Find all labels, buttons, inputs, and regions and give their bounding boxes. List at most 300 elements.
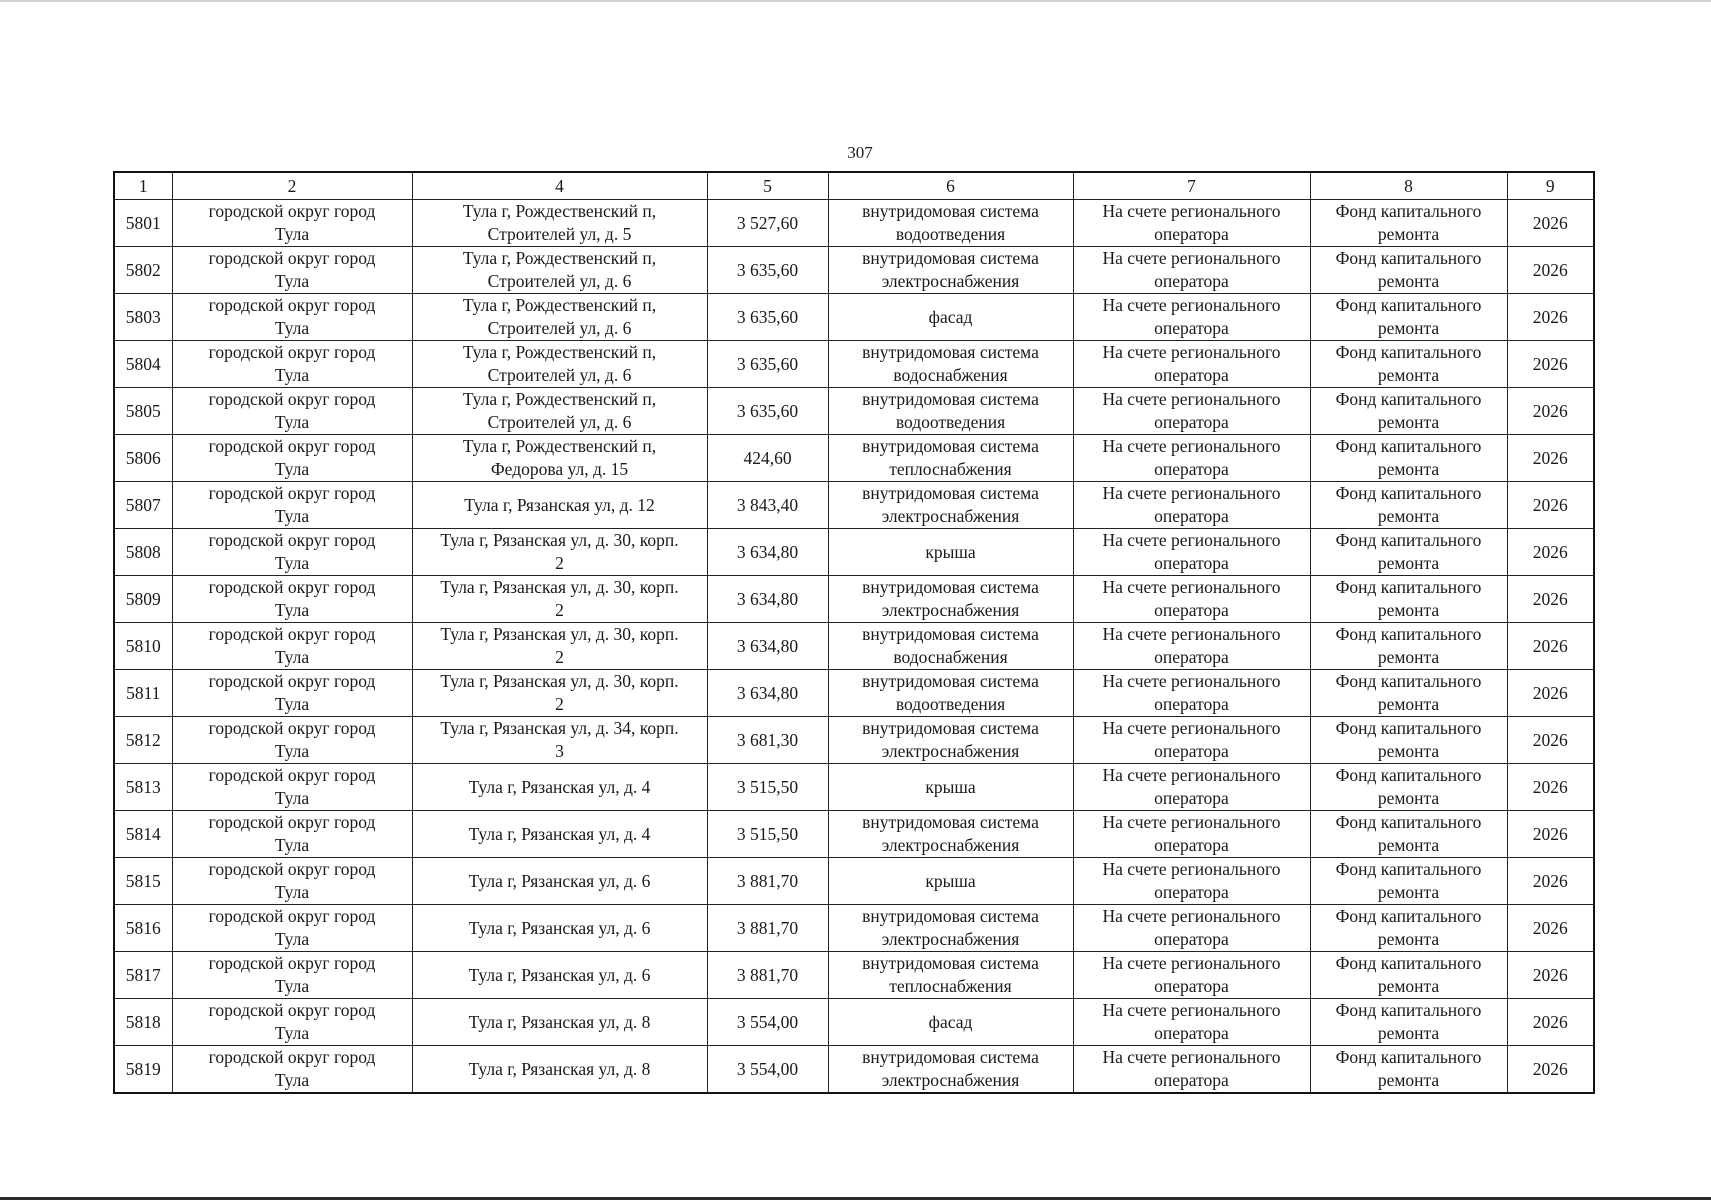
row-number-cell: 5817 (114, 952, 172, 999)
year-cell: 2026 (1507, 999, 1594, 1046)
work-type-cell-line: крыша (925, 541, 976, 562)
account-cell-line: На счете регионального (1102, 342, 1281, 362)
address-cell-line: 2 (555, 600, 564, 620)
account-cell-line: На счете регионального (1102, 624, 1281, 644)
district-cell (172, 200, 412, 247)
work-type-cell (828, 858, 1073, 905)
district-cell-line: Тула (274, 271, 310, 291)
work-type-cell (828, 482, 1073, 529)
work-type-cell-line: внутридомовая система (862, 718, 1039, 738)
work-type-cell (828, 764, 1073, 811)
account-cell-line: На счете регионального (1102, 718, 1281, 738)
district-cell-line: Тула (274, 318, 310, 338)
area-cell: 3 634,80 (707, 576, 828, 623)
fund-cell-line: Фонд капитального (1335, 389, 1482, 409)
account-cell (1073, 811, 1310, 858)
account-cell-line: На счете регионального (1102, 295, 1281, 315)
account-cell (1073, 858, 1310, 905)
fund-cell-line: ремонта (1377, 553, 1440, 573)
district-cell-line: городской округ город (208, 530, 376, 550)
account-cell-line: оператора (1154, 741, 1229, 761)
area-cell: 3 634,80 (707, 623, 828, 670)
column-header: 9 (1507, 172, 1594, 200)
address-cell (412, 482, 707, 529)
work-type-cell (828, 200, 1073, 247)
row-number-cell: 5813 (114, 764, 172, 811)
district-cell (172, 435, 412, 482)
account-cell-line: оператора (1154, 224, 1229, 244)
fund-cell (1310, 623, 1507, 670)
address-cell-line: Тула г, Рязанская ул, д. 8 (468, 1058, 651, 1079)
district-cell-line: Тула (274, 929, 310, 949)
work-type-cell (828, 999, 1073, 1046)
row-number-cell: 5807 (114, 482, 172, 529)
year-cell: 2026 (1507, 811, 1594, 858)
address-cell-line: Тула г, Рязанская ул, д. 12 (464, 494, 655, 515)
district-cell (172, 1046, 412, 1094)
district-cell (172, 999, 412, 1046)
fund-cell (1310, 529, 1507, 576)
area-cell: 3 527,60 (707, 200, 828, 247)
fund-cell-line: ремонта (1377, 694, 1440, 714)
work-type-cell-line: внутридомовая система (862, 248, 1039, 268)
fund-cell-line: Фонд капитального (1335, 624, 1482, 644)
fund-cell-line: ремонта (1377, 224, 1440, 244)
table-row (114, 905, 1594, 952)
fund-cell (1310, 341, 1507, 388)
account-cell (1073, 576, 1310, 623)
fund-cell-line: Фонд капитального (1335, 248, 1482, 268)
row-number-cell: 5805 (114, 388, 172, 435)
column-header: 5 (707, 172, 828, 200)
work-type-cell (828, 811, 1073, 858)
address-cell (412, 999, 707, 1046)
page-number: 307 (847, 143, 873, 162)
account-cell (1073, 670, 1310, 717)
table-row (114, 435, 1594, 482)
area-cell: 3 515,50 (707, 811, 828, 858)
fund-cell (1310, 576, 1507, 623)
fund-cell-line: ремонта (1377, 929, 1440, 949)
area-cell: 3 635,60 (707, 388, 828, 435)
district-cell-line: Тула (274, 788, 310, 808)
area-cell: 3 554,00 (707, 1046, 828, 1094)
row-number-cell: 5806 (114, 435, 172, 482)
column-header: 4 (412, 172, 707, 200)
work-type-cell-line: электроснабжения (881, 506, 1020, 526)
area-cell: 3 635,60 (707, 247, 828, 294)
address-cell (412, 435, 707, 482)
account-cell (1073, 623, 1310, 670)
account-cell-line: оператора (1154, 459, 1229, 479)
work-type-cell (828, 670, 1073, 717)
account-cell-line: На счете регионального (1102, 1047, 1281, 1067)
year-cell: 2026 (1507, 200, 1594, 247)
account-cell (1073, 717, 1310, 764)
table-row (114, 529, 1594, 576)
fund-cell-line: Фонд капитального (1335, 577, 1482, 597)
district-cell (172, 576, 412, 623)
row-number-cell: 5818 (114, 999, 172, 1046)
fund-cell (1310, 952, 1507, 999)
fund-cell (1310, 1046, 1507, 1094)
account-cell (1073, 435, 1310, 482)
year-cell: 2026 (1507, 764, 1594, 811)
work-type-cell-line: внутридомовая система (862, 436, 1039, 456)
district-cell-line: городской округ город (208, 248, 376, 268)
work-type-cell-line: электроснабжения (881, 741, 1020, 761)
address-cell-line: Тула г, Рязанская ул, д. 30, корп. (440, 671, 679, 691)
district-cell-line: городской округ город (208, 577, 376, 597)
district-cell-line: городской округ город (208, 295, 376, 315)
district-cell-line: Тула (274, 741, 310, 761)
year-cell: 2026 (1507, 529, 1594, 576)
fund-cell-line: Фонд капитального (1335, 812, 1482, 832)
work-type-cell-line: внутридомовая система (862, 342, 1039, 362)
year-cell: 2026 (1507, 388, 1594, 435)
fund-cell-line: Фонд капитального (1335, 953, 1482, 973)
fund-cell-line: ремонта (1377, 365, 1440, 385)
fund-cell-line: Фонд капитального (1335, 295, 1482, 315)
fund-cell-line: Фонд капитального (1335, 483, 1482, 503)
fund-cell-line: ремонта (1377, 1023, 1440, 1043)
area-cell: 3 634,80 (707, 670, 828, 717)
district-cell (172, 529, 412, 576)
district-cell-line: Тула (274, 835, 310, 855)
table-row (114, 999, 1594, 1046)
account-cell-line: оператора (1154, 271, 1229, 291)
address-cell (412, 952, 707, 999)
work-type-cell (828, 388, 1073, 435)
table-row (114, 200, 1594, 247)
address-cell-line: Тула г, Рязанская ул, д. 6 (468, 917, 651, 938)
address-cell-line: 3 (555, 741, 564, 761)
year-cell: 2026 (1507, 294, 1594, 341)
district-cell (172, 811, 412, 858)
account-cell (1073, 999, 1310, 1046)
work-type-cell-line: внутридомовая система (862, 577, 1039, 597)
fund-cell-line: ремонта (1377, 741, 1440, 761)
account-cell (1073, 388, 1310, 435)
account-cell-line: оператора (1154, 412, 1229, 432)
area-cell: 3 881,70 (707, 905, 828, 952)
row-number-cell: 5819 (114, 1046, 172, 1094)
work-type-cell (828, 341, 1073, 388)
fund-cell-line: ремонта (1377, 882, 1440, 902)
year-cell: 2026 (1507, 341, 1594, 388)
row-number-cell: 5812 (114, 717, 172, 764)
account-cell-line: На счете регионального (1102, 671, 1281, 691)
work-type-cell-line: электроснабжения (881, 929, 1020, 949)
address-cell-line: Тула г, Рождественский п, (462, 436, 657, 456)
work-type-cell-line: теплоснабжения (889, 459, 1012, 479)
account-cell (1073, 764, 1310, 811)
address-cell (412, 717, 707, 764)
address-cell-line: Строителей ул, д. 6 (487, 271, 632, 291)
address-cell-line: Тула г, Рождественский п, (462, 201, 657, 221)
district-cell-line: Тула (274, 694, 310, 714)
address-cell (412, 670, 707, 717)
address-cell-line: Тула г, Рязанская ул, д. 30, корп. (440, 577, 679, 597)
work-type-cell-line: внутридомовая система (862, 1047, 1039, 1067)
district-cell-line: городской округ город (208, 718, 376, 738)
work-type-cell (828, 576, 1073, 623)
district-cell-line: Тула (274, 365, 310, 385)
account-cell-line: На счете регионального (1102, 389, 1281, 409)
work-type-cell-line: водоотведения (895, 412, 1006, 432)
column-number-row (114, 172, 1594, 200)
fund-cell (1310, 247, 1507, 294)
work-type-cell-line: внутридомовая система (862, 906, 1039, 926)
account-cell-line: оператора (1154, 506, 1229, 526)
district-cell-line: Тула (274, 412, 310, 432)
area-cell: 3 881,70 (707, 952, 828, 999)
address-cell (412, 247, 707, 294)
row-number-cell: 5810 (114, 623, 172, 670)
fund-cell-line: Фонд капитального (1335, 201, 1482, 221)
row-number-cell: 5804 (114, 341, 172, 388)
work-type-cell-line: крыша (925, 870, 976, 891)
work-type-cell-line: водоснабжения (893, 365, 1008, 385)
account-cell (1073, 341, 1310, 388)
work-type-cell-line: электроснабжения (881, 835, 1020, 855)
table-row (114, 764, 1594, 811)
account-cell-line: На счете регионального (1102, 530, 1281, 550)
account-cell-line: оператора (1154, 647, 1229, 667)
work-type-cell-line: фасад (928, 1011, 973, 1032)
account-cell-line: На счете регионального (1102, 906, 1281, 926)
row-number-cell: 5802 (114, 247, 172, 294)
column-header: 1 (114, 172, 172, 200)
fund-cell-line: Фонд капитального (1335, 859, 1482, 879)
district-cell-line: Тула (274, 459, 310, 479)
fund-cell-line: Фонд капитального (1335, 1000, 1482, 1020)
address-cell-line: Тула г, Рождественский п, (462, 389, 657, 409)
district-cell-line: городской округ город (208, 1047, 376, 1067)
account-cell-line: оператора (1154, 694, 1229, 714)
district-cell (172, 905, 412, 952)
district-cell-line: Тула (274, 506, 310, 526)
district-cell-line: Тула (274, 882, 310, 902)
area-cell: 3 881,70 (707, 858, 828, 905)
area-cell: 3 515,50 (707, 764, 828, 811)
year-cell: 2026 (1507, 435, 1594, 482)
address-cell (412, 623, 707, 670)
fund-cell-line: ремонта (1377, 647, 1440, 667)
district-cell-line: Тула (274, 1023, 310, 1043)
address-cell (412, 529, 707, 576)
fund-cell (1310, 999, 1507, 1046)
row-number-cell: 5809 (114, 576, 172, 623)
address-cell-line: Строителей ул, д. 6 (487, 365, 632, 385)
work-type-cell-line: электроснабжения (881, 1070, 1020, 1090)
address-cell-line: Строителей ул, д. 6 (487, 318, 632, 338)
district-cell (172, 341, 412, 388)
year-cell: 2026 (1507, 717, 1594, 764)
address-cell-line: Тула г, Рождественский п, (462, 342, 657, 362)
district-cell-line: городской округ город (208, 859, 376, 879)
table-row (114, 858, 1594, 905)
year-cell: 2026 (1507, 247, 1594, 294)
fund-cell (1310, 435, 1507, 482)
year-cell: 2026 (1507, 858, 1594, 905)
area-cell: 3 634,80 (707, 529, 828, 576)
address-cell-line: Тула г, Рязанская ул, д. 4 (468, 823, 651, 844)
fund-cell-line: ремонта (1377, 976, 1440, 996)
account-cell-line: На счете регионального (1102, 1000, 1281, 1020)
fund-cell-line: Фонд капитального (1335, 530, 1482, 550)
work-type-cell-line: внутридомовая система (862, 953, 1039, 973)
district-cell-line: Тула (274, 224, 310, 244)
district-cell-line: городской округ город (208, 671, 376, 691)
area-cell: 3 843,40 (707, 482, 828, 529)
row-number-cell: 5808 (114, 529, 172, 576)
address-cell-line: Тула г, Рязанская ул, д. 6 (468, 870, 651, 891)
fund-cell (1310, 858, 1507, 905)
account-cell (1073, 294, 1310, 341)
address-cell (412, 764, 707, 811)
district-cell-line: городской округ город (208, 201, 376, 221)
work-type-cell (828, 623, 1073, 670)
district-cell-line: Тула (274, 600, 310, 620)
account-cell-line: оператора (1154, 835, 1229, 855)
district-cell (172, 858, 412, 905)
account-cell-line: оператора (1154, 318, 1229, 338)
account-cell (1073, 482, 1310, 529)
account-cell-line: На счете регионального (1102, 483, 1281, 503)
table-row (114, 952, 1594, 999)
address-cell-line: Тула г, Рязанская ул, д. 4 (468, 776, 651, 797)
account-cell-line: оператора (1154, 929, 1229, 949)
account-cell-line: На счете регионального (1102, 436, 1281, 456)
work-type-cell-line: внутридомовая система (862, 201, 1039, 221)
fund-cell (1310, 294, 1507, 341)
work-type-cell (828, 294, 1073, 341)
fund-cell-line: ремонта (1377, 459, 1440, 479)
area-cell: 3 635,60 (707, 341, 828, 388)
work-type-cell-line: электроснабжения (881, 600, 1020, 620)
column-header: 2 (172, 172, 412, 200)
district-cell-line: городской округ город (208, 765, 376, 785)
district-cell-line: городской округ город (208, 624, 376, 644)
area-cell: 3 635,60 (707, 294, 828, 341)
address-cell (412, 341, 707, 388)
address-cell-line: Тула г, Рязанская ул, д. 30, корп. (440, 624, 679, 644)
account-cell-line: На счете регионального (1102, 201, 1281, 221)
account-cell-line: оператора (1154, 365, 1229, 385)
table-row (114, 247, 1594, 294)
fund-cell-line: ремонта (1377, 318, 1440, 338)
work-type-cell-line: электроснабжения (881, 271, 1020, 291)
work-type-cell-line: внутридомовая система (862, 812, 1039, 832)
fund-cell (1310, 200, 1507, 247)
fund-cell (1310, 764, 1507, 811)
fund-cell-line: Фонд капитального (1335, 436, 1482, 456)
district-cell-line: Тула (274, 976, 310, 996)
work-type-cell (828, 952, 1073, 999)
year-cell: 2026 (1507, 1046, 1594, 1094)
table-body (114, 200, 1594, 1094)
work-type-cell (828, 905, 1073, 952)
fund-cell-line: Фонд капитального (1335, 765, 1482, 785)
district-cell-line: городской округ город (208, 906, 376, 926)
row-number-cell: 5816 (114, 905, 172, 952)
row-number-cell: 5803 (114, 294, 172, 341)
row-number-cell: 5815 (114, 858, 172, 905)
fund-cell-line: ремонта (1377, 835, 1440, 855)
column-header: 8 (1310, 172, 1507, 200)
account-cell-line: оператора (1154, 600, 1229, 620)
district-cell-line: городской округ город (208, 812, 376, 832)
fund-cell-line: ремонта (1377, 271, 1440, 291)
work-type-cell (828, 529, 1073, 576)
area-cell: 424,60 (707, 435, 828, 482)
work-type-cell (828, 717, 1073, 764)
district-cell (172, 294, 412, 341)
fund-cell (1310, 811, 1507, 858)
address-cell-line: Тула г, Рязанская ул, д. 6 (468, 964, 651, 985)
district-cell-line: городской округ город (208, 342, 376, 362)
table-row (114, 482, 1594, 529)
fund-cell-line: ремонта (1377, 600, 1440, 620)
column-header: 7 (1073, 172, 1310, 200)
address-cell (412, 294, 707, 341)
district-cell (172, 717, 412, 764)
work-type-cell-line: крыша (925, 776, 976, 797)
fund-cell (1310, 388, 1507, 435)
row-number-cell: 5811 (114, 670, 172, 717)
district-cell-line: Тула (274, 647, 310, 667)
address-cell (412, 811, 707, 858)
district-cell (172, 764, 412, 811)
fund-cell-line: Фонд капитального (1335, 1047, 1482, 1067)
work-type-cell-line: внутридомовая система (862, 389, 1039, 409)
work-type-cell (828, 1046, 1073, 1094)
account-cell-line: На счете регионального (1102, 812, 1281, 832)
account-cell (1073, 1046, 1310, 1094)
fund-cell (1310, 905, 1507, 952)
repair-schedule-table (113, 171, 1595, 1094)
work-type-cell-line: внутридомовая система (862, 624, 1039, 644)
account-cell (1073, 247, 1310, 294)
address-cell-line: Тула г, Рязанская ул, д. 34, корп. (440, 718, 679, 738)
account-cell-line: оператора (1154, 976, 1229, 996)
fund-cell-line: ремонта (1377, 788, 1440, 808)
area-cell: 3 681,30 (707, 717, 828, 764)
work-type-cell-line: внутридомовая система (862, 671, 1039, 691)
fund-cell (1310, 670, 1507, 717)
year-cell: 2026 (1507, 952, 1594, 999)
table-row (114, 717, 1594, 764)
account-cell-line: На счете регионального (1102, 577, 1281, 597)
fund-cell-line: Фонд капитального (1335, 718, 1482, 738)
fund-cell (1310, 717, 1507, 764)
district-cell-line: городской округ город (208, 953, 376, 973)
account-cell-line: оператора (1154, 882, 1229, 902)
account-cell-line: На счете регионального (1102, 859, 1281, 879)
account-cell (1073, 529, 1310, 576)
district-cell-line: городской округ город (208, 389, 376, 409)
table-row (114, 294, 1594, 341)
district-cell-line: Тула (274, 553, 310, 573)
address-cell-line: Строителей ул, д. 6 (487, 412, 632, 432)
account-cell (1073, 905, 1310, 952)
address-cell-line: 2 (555, 553, 564, 573)
work-type-cell-line: водоотведения (895, 694, 1006, 714)
year-cell: 2026 (1507, 905, 1594, 952)
address-cell (412, 388, 707, 435)
account-cell-line: На счете регионального (1102, 765, 1281, 785)
